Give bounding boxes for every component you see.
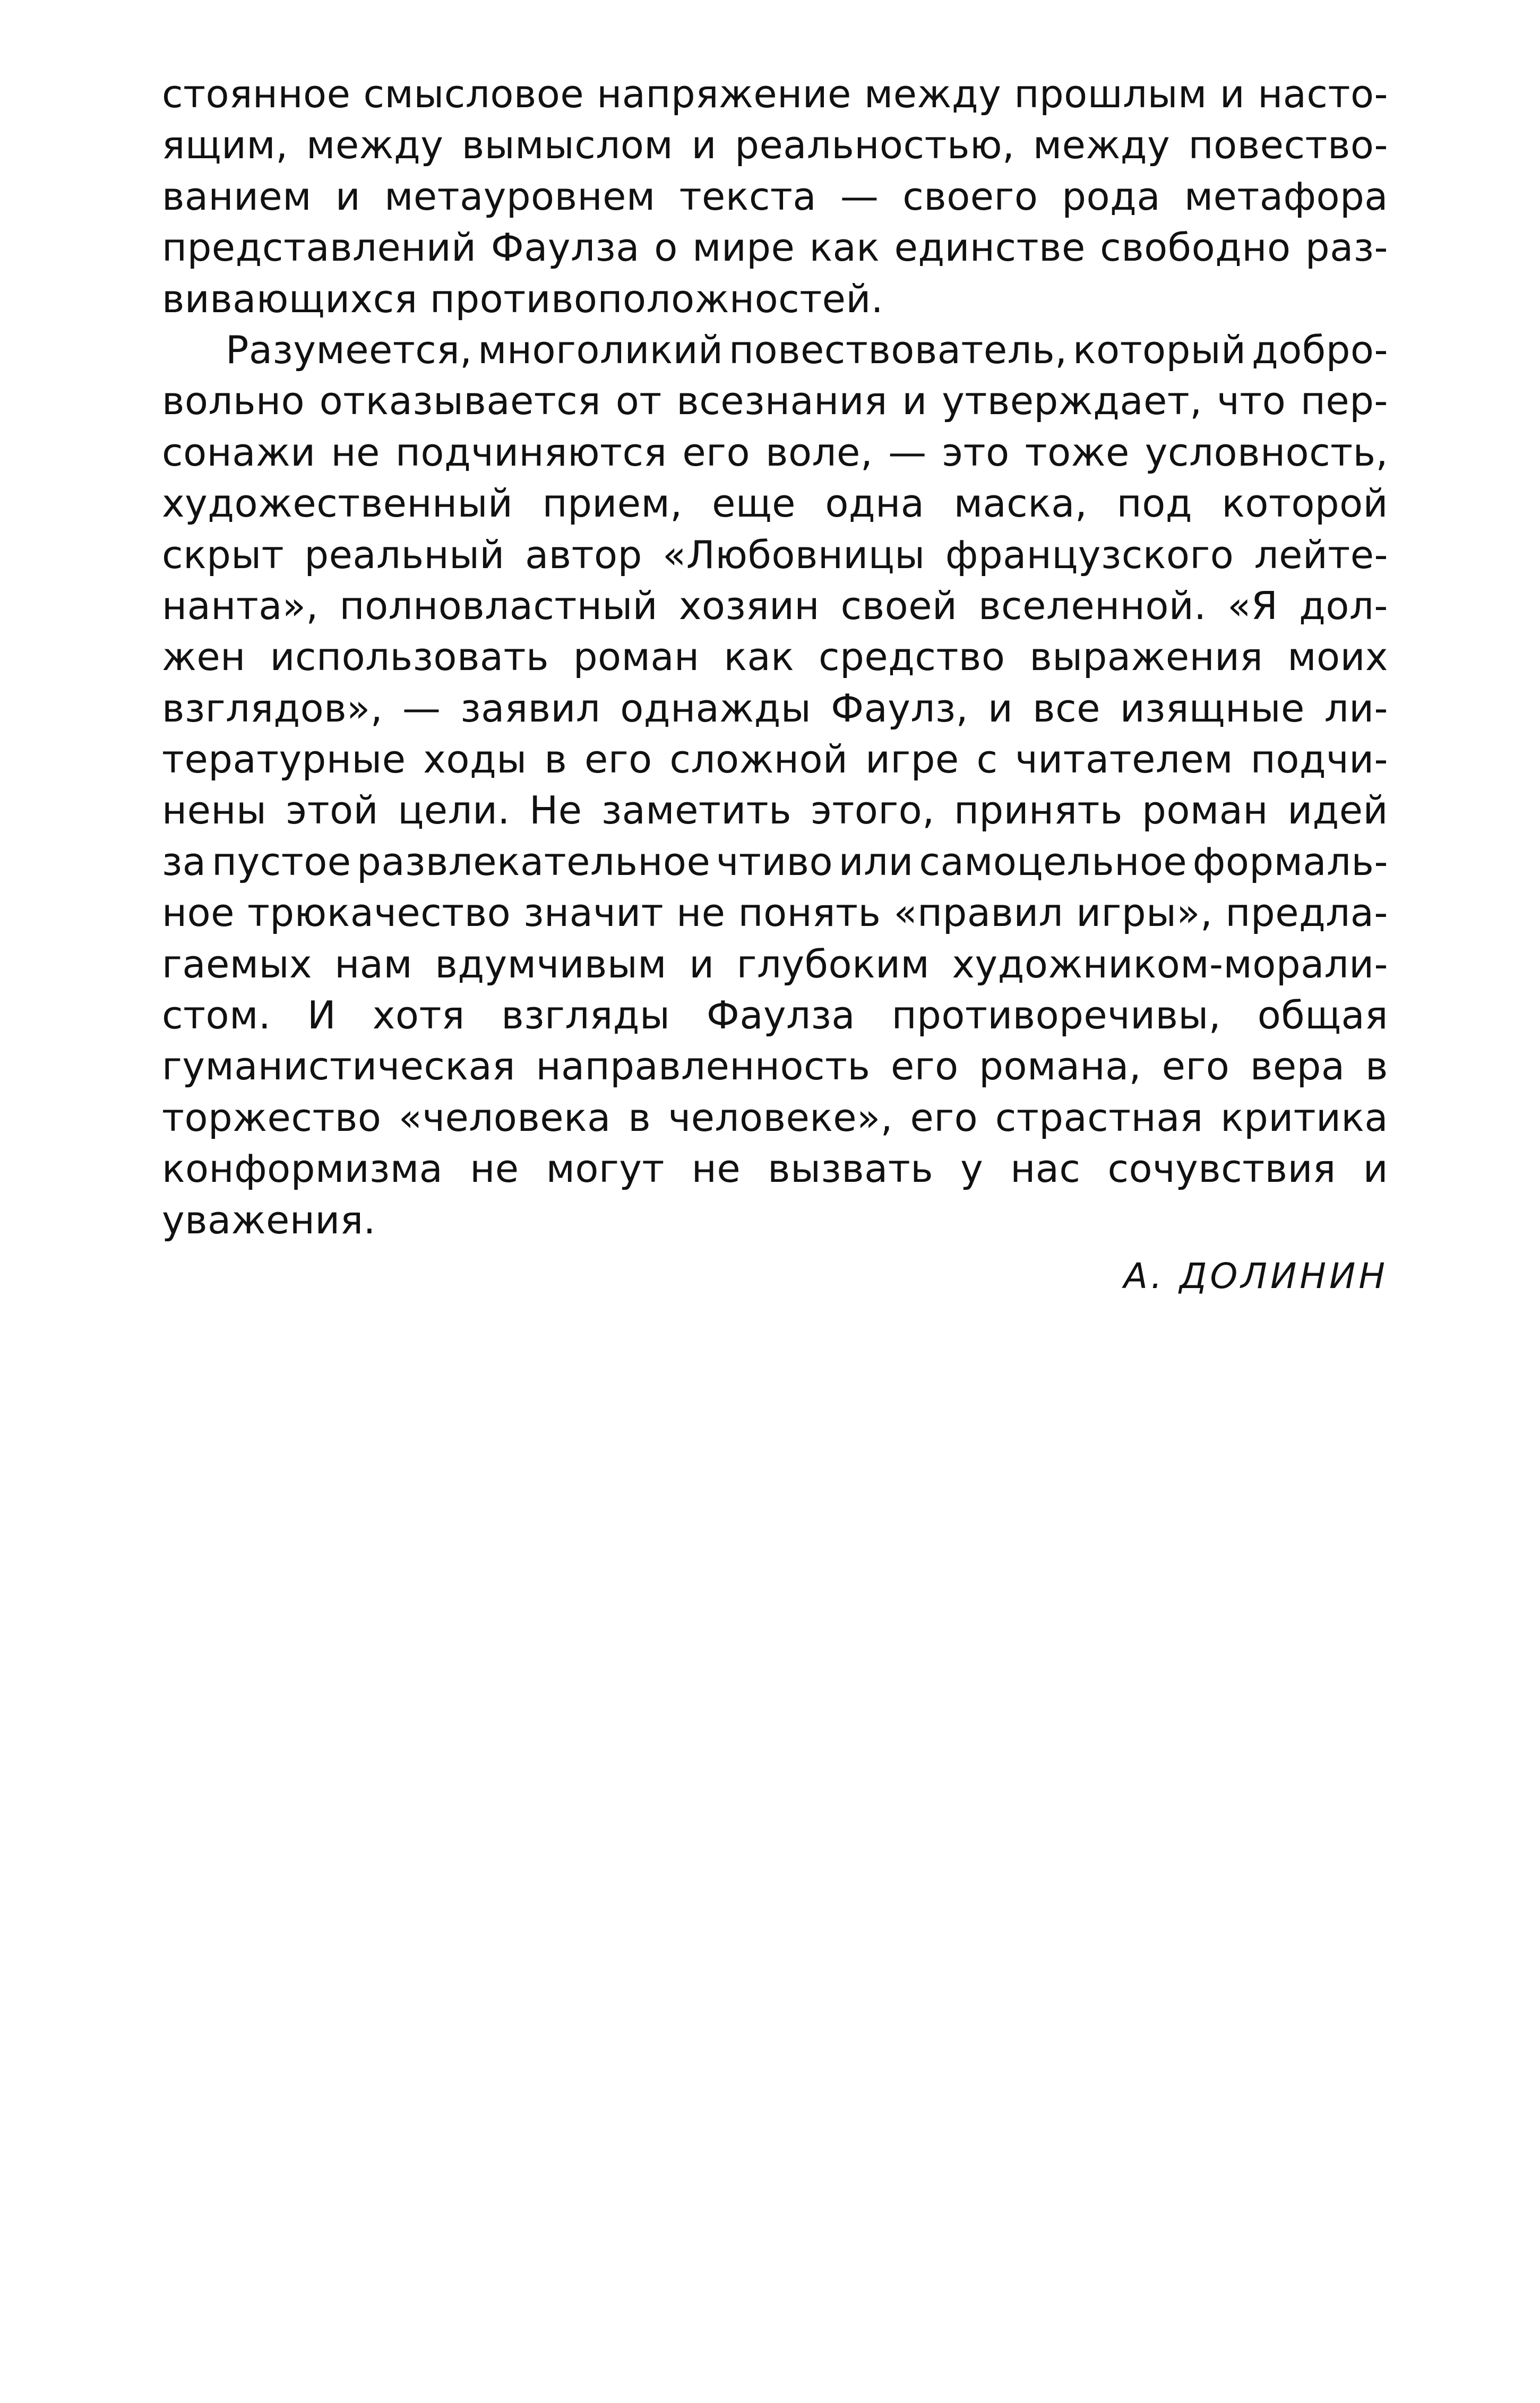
word: моих <box>1287 634 1388 680</box>
word: общая <box>1257 993 1388 1038</box>
word: роман <box>1142 788 1268 833</box>
word: «человека <box>398 1095 611 1140</box>
word: его <box>910 1095 978 1140</box>
word: автор <box>525 532 642 577</box>
word: или <box>838 839 914 884</box>
word: — <box>402 685 441 731</box>
text-line <box>162 379 1388 430</box>
word: конформизма <box>162 1146 443 1191</box>
word: текста <box>679 174 816 219</box>
word: под <box>1116 481 1193 526</box>
word: значит <box>523 890 664 936</box>
word: дол- <box>1299 583 1388 628</box>
word: заявил <box>460 685 601 731</box>
word: раз- <box>1305 225 1388 270</box>
word: своей <box>840 583 958 628</box>
word: Разумеется, <box>226 327 472 372</box>
word: средство <box>819 634 1005 680</box>
word: цели. <box>398 788 510 833</box>
word: между <box>864 72 1002 116</box>
word: и <box>987 685 1013 731</box>
word: пер- <box>1300 379 1388 424</box>
word: читателем <box>1015 737 1234 782</box>
word: его <box>584 737 652 782</box>
word: нас <box>1010 1146 1081 1191</box>
word: игры», <box>1076 890 1213 936</box>
word: трюкачество <box>247 890 511 936</box>
word: торжество <box>162 1095 382 1140</box>
word: и <box>335 174 361 219</box>
word: прием, <box>542 481 683 526</box>
word: взгляды <box>501 993 670 1038</box>
word: полновластный <box>339 583 658 628</box>
word: мире <box>692 225 795 270</box>
word: игре <box>865 737 959 782</box>
word: напряжение <box>597 72 851 116</box>
word: — <box>888 430 927 475</box>
word: — <box>840 174 879 219</box>
word: условность, <box>1145 430 1388 475</box>
word: гаемых <box>162 941 313 986</box>
word: «Любовницы <box>663 532 925 577</box>
word: между <box>1033 123 1171 168</box>
word: прошлым <box>1014 72 1207 116</box>
word: тоже <box>1025 430 1130 475</box>
word: и <box>689 941 715 986</box>
text-line <box>162 583 1388 634</box>
word: идей <box>1287 788 1388 833</box>
word: «правил <box>893 890 1064 936</box>
word: ное <box>162 890 235 936</box>
text-line <box>162 225 1388 276</box>
word: понять <box>738 890 881 936</box>
text-line <box>162 942 1388 993</box>
text-line <box>162 1044 1388 1095</box>
word: вселенной. <box>978 583 1207 628</box>
word: нанта», <box>162 583 319 628</box>
word: романа, <box>979 1044 1142 1089</box>
word: реальный <box>304 532 505 577</box>
word: Фаулза <box>491 225 640 270</box>
word: этого, <box>811 788 935 833</box>
word: в <box>1365 1044 1388 1089</box>
word: и <box>1363 1146 1388 1191</box>
text-line <box>162 634 1388 685</box>
word: добро- <box>1251 327 1388 372</box>
word: рода <box>1062 174 1160 219</box>
word: утверждает, <box>942 379 1202 424</box>
word: могут <box>546 1146 665 1191</box>
word: чтиво <box>716 839 833 884</box>
word: «Я <box>1227 583 1278 628</box>
word: не <box>691 1146 741 1191</box>
word: Фаулз, <box>831 685 969 731</box>
word: ходы <box>423 737 527 782</box>
word: нам <box>334 941 413 986</box>
word: хотя <box>372 993 465 1038</box>
text-line <box>162 737 1388 788</box>
word: в <box>544 737 567 782</box>
word: у <box>960 1146 984 1191</box>
word: всезнания <box>676 379 888 424</box>
word: одна <box>825 481 925 526</box>
word: однажды <box>620 685 812 731</box>
word: подчиняются <box>395 430 667 475</box>
word: вымыслом <box>461 123 674 168</box>
word: за <box>162 839 207 884</box>
body-text <box>162 72 1388 1249</box>
word: французского <box>945 532 1234 577</box>
word: использовать <box>270 634 549 680</box>
word: что <box>1217 379 1286 424</box>
word: насто- <box>1258 72 1388 116</box>
word: представлений <box>162 225 477 270</box>
word: принять <box>953 788 1123 833</box>
word: в <box>628 1095 651 1140</box>
word: единстве <box>894 225 1086 270</box>
word: от <box>615 379 662 424</box>
word: воле, <box>765 430 873 475</box>
word: повество- <box>1188 123 1388 168</box>
word: роман <box>573 634 700 680</box>
word: о <box>654 225 678 270</box>
word: смысловое <box>363 72 584 116</box>
word: выражения <box>1029 634 1263 680</box>
text-line <box>162 993 1388 1044</box>
word: как <box>809 225 880 270</box>
text-line: вивающихся противоположностей. <box>162 276 884 321</box>
text-line <box>162 533 1388 583</box>
word: пустое <box>212 839 351 884</box>
word: ящим, <box>162 123 288 168</box>
word: свободно <box>1100 225 1291 270</box>
word: страстная <box>995 1095 1203 1140</box>
word: хозяин <box>678 583 820 628</box>
word: ванием <box>162 174 312 219</box>
text-line <box>162 788 1388 839</box>
word: которой <box>1221 481 1388 526</box>
word: Фаулза <box>706 993 856 1038</box>
word: между <box>306 123 444 168</box>
text-line <box>162 328 1388 379</box>
word: повествователь, <box>728 327 1068 372</box>
word: который <box>1073 327 1246 372</box>
word: художественный <box>162 481 513 526</box>
text-line <box>162 430 1388 481</box>
text-line <box>162 890 1388 941</box>
word: этой <box>286 788 378 833</box>
author-signature: А. ДОЛИНИН <box>1123 1256 1388 1297</box>
word: его <box>891 1044 959 1089</box>
word: это <box>942 430 1010 475</box>
word: вольно <box>162 379 305 424</box>
text-line <box>162 1095 1388 1146</box>
word: развлекательное <box>357 839 711 884</box>
word: все <box>1033 685 1100 731</box>
word: художником-морали- <box>952 941 1388 986</box>
word: подчи- <box>1250 737 1388 782</box>
word: его <box>682 430 751 475</box>
text-line <box>162 839 1388 890</box>
word: вера <box>1250 1044 1345 1089</box>
word: метафора <box>1184 174 1388 219</box>
word: изящные <box>1120 685 1305 731</box>
word: не <box>470 1146 519 1191</box>
word: и <box>1219 72 1245 116</box>
word: метауровнем <box>384 174 656 219</box>
word: предла- <box>1225 890 1388 936</box>
word: направленность <box>536 1044 871 1089</box>
word: Не <box>529 788 582 833</box>
word: глубоким <box>736 941 930 986</box>
word: жен <box>162 634 246 680</box>
word: еще <box>712 481 796 526</box>
text-line <box>162 1146 1388 1197</box>
text-line <box>162 686 1388 737</box>
word: ли- <box>1324 685 1388 731</box>
text-line <box>162 123 1388 174</box>
text-line <box>162 72 1388 123</box>
word: формаль- <box>1192 839 1388 884</box>
word: своего <box>902 174 1038 219</box>
word: скрыт <box>162 532 285 577</box>
text-line <box>162 481 1388 532</box>
text-line <box>162 174 1388 225</box>
word: стом. <box>162 993 271 1038</box>
word: маска, <box>953 481 1088 526</box>
word: гуманистическая <box>162 1044 515 1089</box>
word: его <box>1162 1044 1230 1089</box>
word: реальностью, <box>735 123 1015 168</box>
word: многоликий <box>478 327 724 372</box>
word: сонажи <box>162 430 316 475</box>
word: взглядов», <box>162 685 383 731</box>
word: и <box>691 123 717 168</box>
word: критика <box>1220 1095 1388 1140</box>
word: как <box>724 634 795 680</box>
word: отказывается <box>319 379 601 424</box>
word: тературные <box>162 737 406 782</box>
word: стоянное <box>162 72 351 116</box>
word: не <box>676 890 726 936</box>
word: не <box>331 430 380 475</box>
word: вызвать <box>768 1146 934 1191</box>
word: заметить <box>601 788 792 833</box>
word: сочувствия <box>1107 1146 1336 1191</box>
word: с <box>976 737 998 782</box>
word: сложной <box>669 737 848 782</box>
word: самоцельное <box>919 839 1188 884</box>
word: нены <box>162 788 267 833</box>
text-line: уважения. <box>162 1197 376 1242</box>
word: и <box>902 379 927 424</box>
word: противоречивы, <box>891 993 1221 1038</box>
word: вдумчивым <box>435 941 667 986</box>
word: И <box>307 993 337 1038</box>
word: человеке», <box>668 1095 893 1140</box>
word: лейте- <box>1254 532 1388 577</box>
